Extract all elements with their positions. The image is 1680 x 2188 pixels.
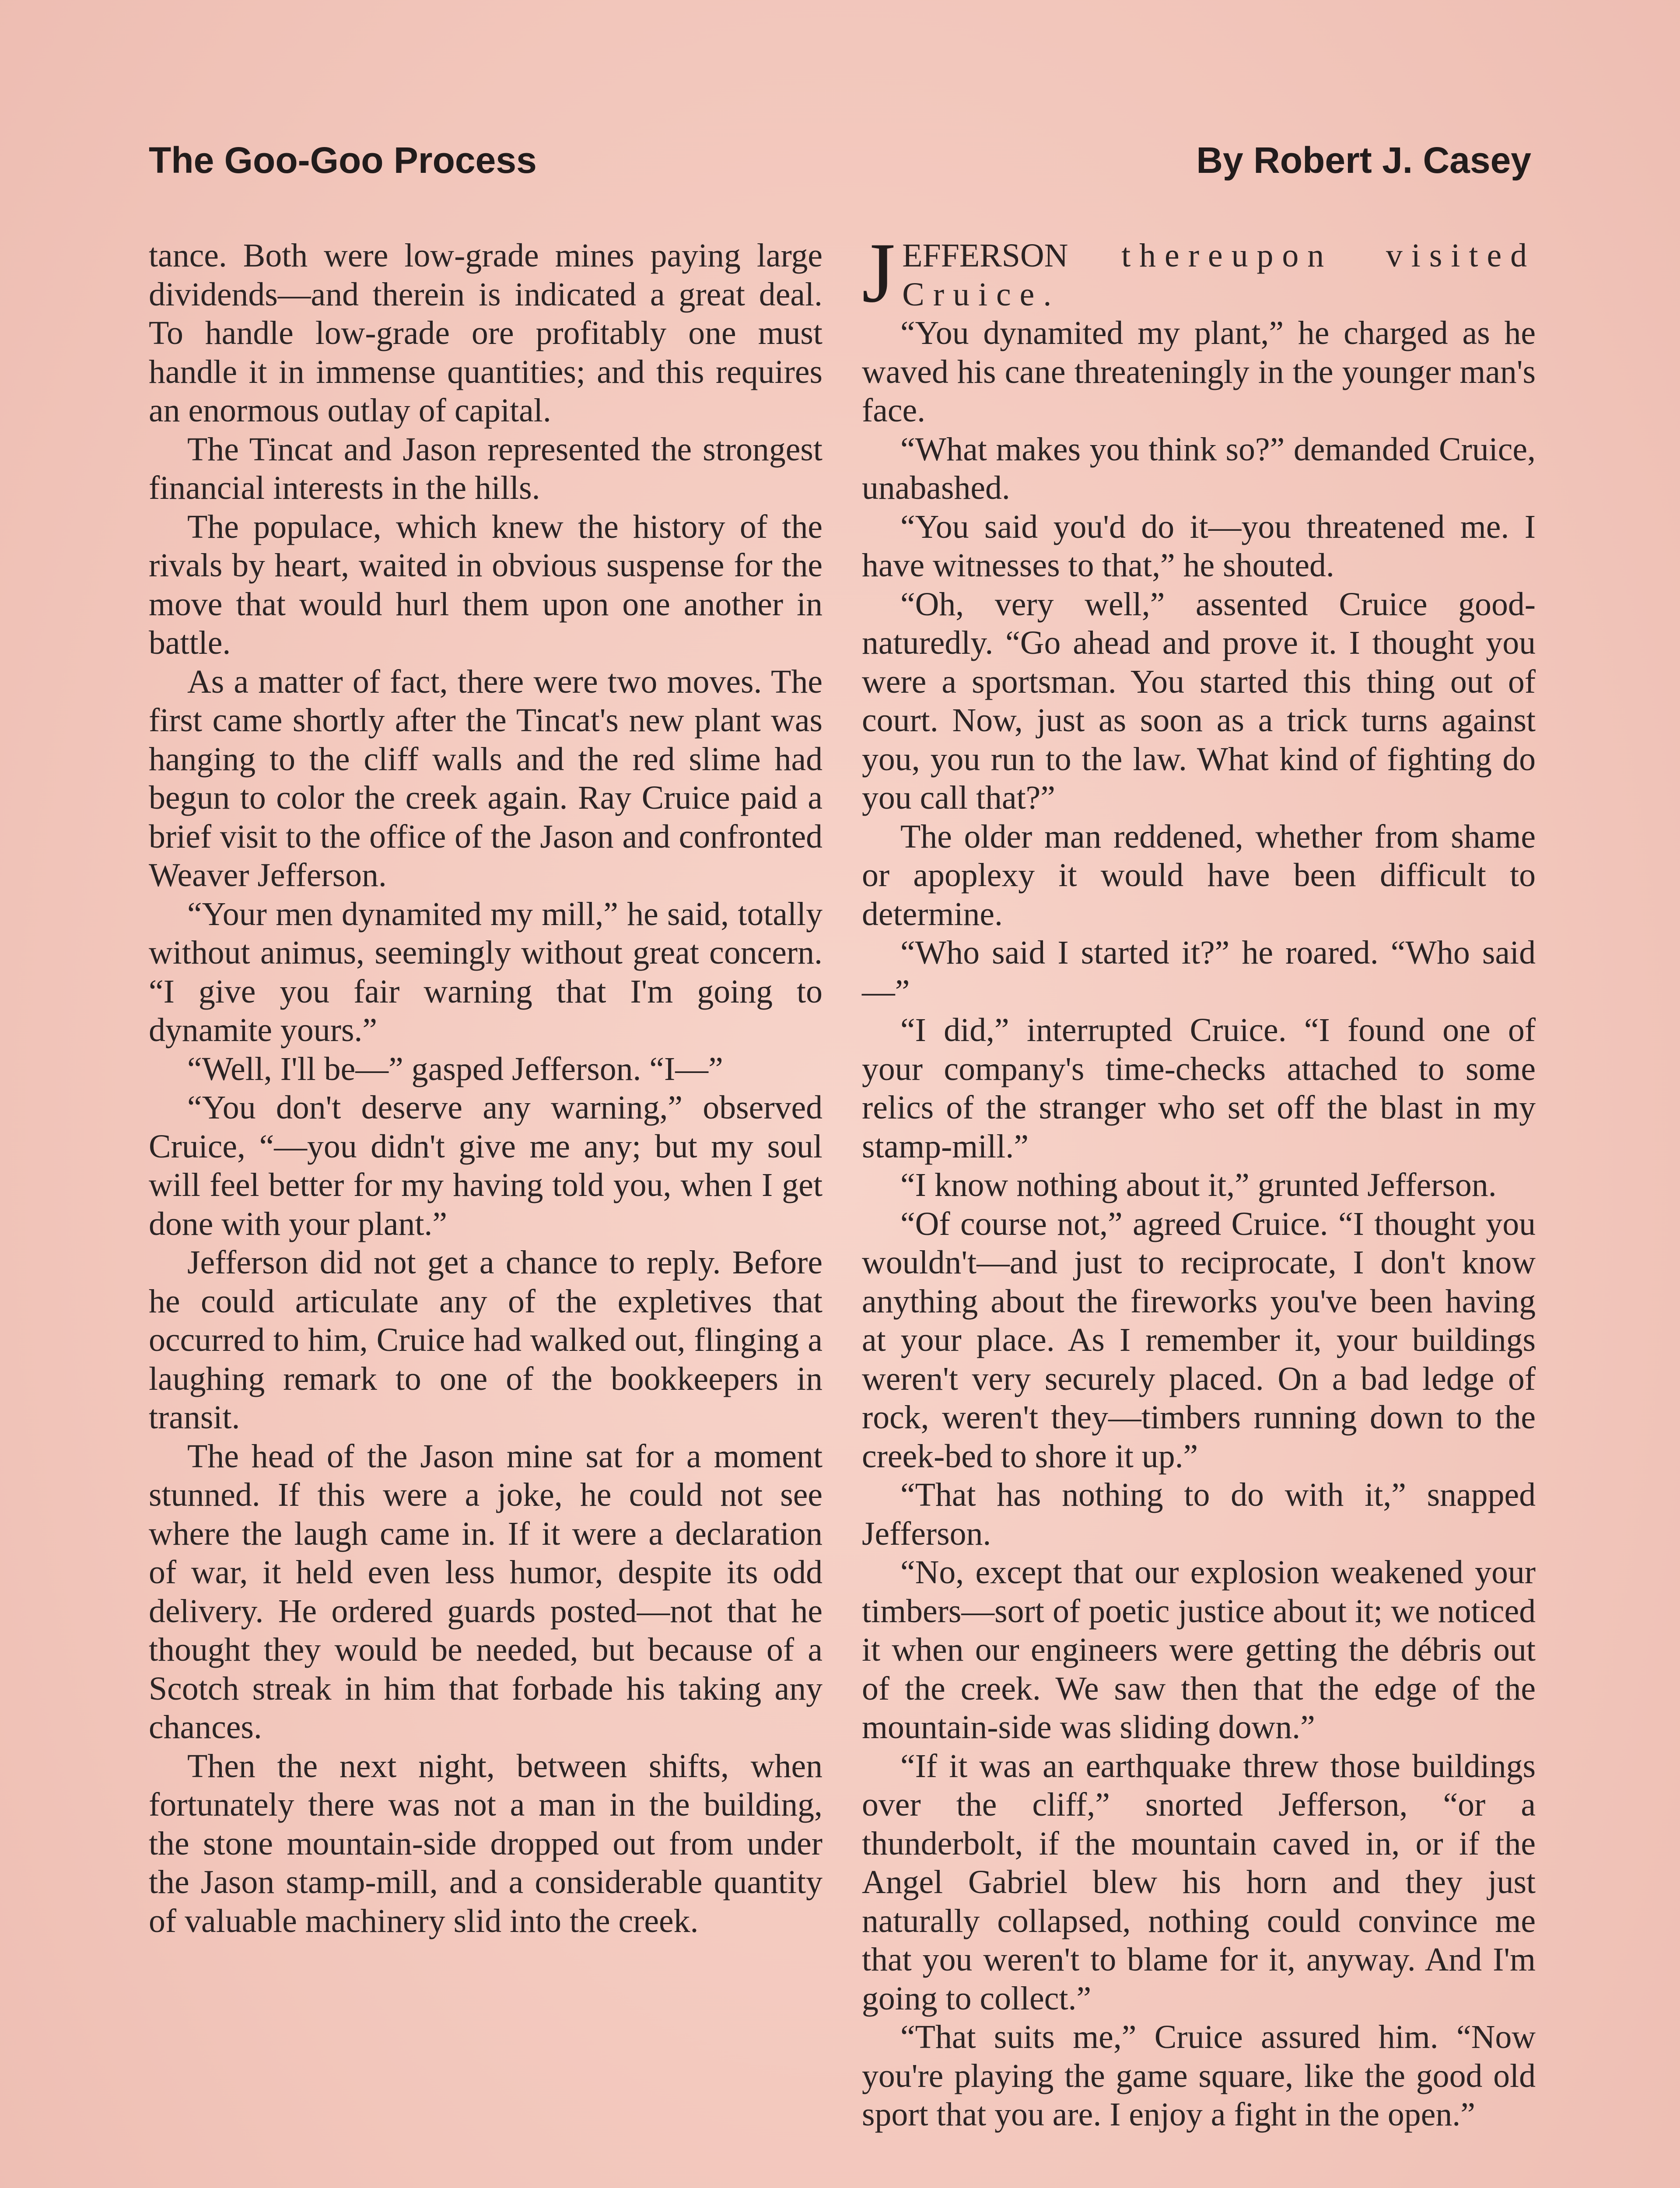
paragraph: “You don't deserve any warning,” observed Cruice, “—you didn't give me any; but my soul will feel better for my having told you, when I get done with your plant.”	[149, 1089, 822, 1242]
opening-text: thereupon visited Cruice.	[902, 237, 1536, 313]
paragraph: The populace, which knew the history of the rivals by heart, waited in obvious suspense for the move that would hurl them upon one another in battle.	[149, 508, 822, 661]
paragraph: “Oh, very well,” assented Cruice good-naturedly. “Go ahead and prove it. I thought you were a sportsman. You started this thing out of court. Now, just as soon as a trick turns against you, you run to the law. What kind of fighting do you call that?”	[862, 586, 1536, 816]
paragraph: “You said you'd do it—you threatened me. I have witnesses to that,” he shouted.	[862, 508, 1536, 584]
paragraph: “I did,” interrupted Cruice. “I found one of your company's time-checks attached to some relics of the stranger who set off the blast in my stamp-mill.”	[862, 1012, 1536, 1165]
paragraph: The head of the Jason mine sat for a moment stunned. If this were a joke, he could not see where the laugh came in. If it were a declaration of war, it held even less humor, despite its odd delivery. He ordered guards posted—not that he thought they would be needed, but because of a Scotch streak in him that forbade his taking any chances.	[149, 1438, 822, 1746]
paragraph: “Who said I started it?” he roared. “Who said—”	[862, 934, 1536, 1010]
running-header	[149, 139, 1531, 187]
author-byline: By Robert J. Casey	[1196, 140, 1531, 181]
paragraph: “I know nothing about it,” grunted Jefferson.	[900, 1167, 1497, 1203]
paragraph: Jefferson did not get a chance to reply. Before he could articulate any of the expletives that occurred to him, Cruice had walked out, flinging a laughing remark to one of the bookkeepers in transit.	[149, 1244, 822, 1436]
paragraph: The Tincat and Jason represented the strongest financial interests in the hills.	[149, 431, 822, 506]
paragraph: “Well, I'll be—” gasped Jefferson. “I—”	[187, 1050, 723, 1087]
paragraph: “Your men dynamited my mill,” he said, totally without animus, seemingly without great concern. “I give you fair warning that I'm going to dynamite yours.”	[149, 895, 822, 1048]
paragraph: “That has nothing to do with it,” snapped Jefferson.	[862, 1476, 1536, 1552]
drop-cap: J	[862, 225, 896, 320]
paragraph: “If it was an earthquake threw those buildings over the cliff,” snorted Jefferson, “or a thunderbolt, if the mountain caved in, or if the Angel Gabriel blew his horn and they just naturally collapsed, nothing could convince me that you weren't to blame for it, anyway. And I'm going to collect.”	[862, 1747, 1536, 2017]
paragraph: As a matter of fact, there were two moves. The first came shortly after the Tincat's new plant was hanging to the cliff walls and the red slime had begun to color the creek again. Ray Cruice paid a brief visit to the office of the Jason and confronted Weaver Jefferson.	[149, 663, 822, 894]
paragraph: “You dynamited my plant,” he charged as he waved his cane threateningly in the younger man's face.	[862, 315, 1536, 429]
paragraph: Then the next night, between shifts, when fortunately there was not a man in the building, the stone mountain-side dropped out from under the Jason stamp-mill, and a considerable quantity of valuable machinery slid into the creek.	[149, 1747, 822, 1939]
story-title: The Goo-Goo Process	[149, 140, 537, 181]
right-text-column	[862, 225, 1536, 2134]
paragraph: “What makes you think so?” demanded Cruice, unabashed.	[862, 431, 1536, 506]
opening-paragraph	[862, 225, 1536, 320]
paragraph: The older man reddened, whether from shame or apoplexy it would have been difficult to determine.	[862, 818, 1536, 933]
left-text-column	[149, 236, 822, 1940]
paragraph: tance. Both were low-grade mines paying large dividends—and therein is indicated a great deal. To handle low-grade ore profitably one must handle it in immense quantities; and this requires an enormous outlay of capital.	[149, 237, 822, 429]
paragraph: “Of course not,” agreed Cruice. “I thought you wouldn't—and just to reciprocate, I don't know anything about the fireworks you've been having at your place. As I remember it, your buildings weren't very securely placed. On a bad ledge of rock, weren't they—timbers running down to the creek-bed to shore it up.”	[862, 1205, 1536, 1475]
paragraph: “That suits me,” Cruice assured him. “Now you're playing the game square, like the good old sport that you are. I enjoy a fight in the open.”	[862, 2019, 1536, 2133]
paragraph: “No, except that our explosion weakened your timbers—sort of poetic justice about it; we noticed it when our engineers were getting the débris out of the creek. We saw then that the edge of the mountain-side was sliding down.”	[862, 1554, 1536, 1746]
opening-word: EFFERSON	[902, 237, 1068, 274]
